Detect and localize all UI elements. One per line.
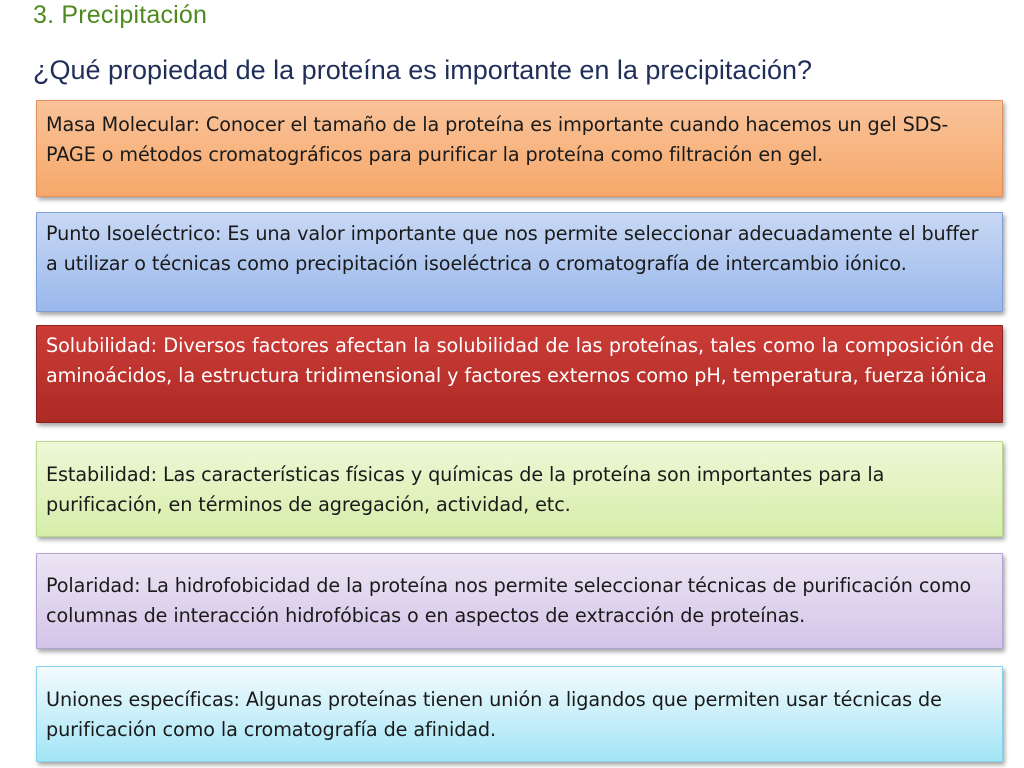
specific-binding-box: Uniones específicas: Algunas proteínas tienen unión a ligandos que permiten usar técnicas de purificación como la cromatografía de afinidad. [36, 666, 1003, 762]
isoelectric-point-box: Punto Isoeléctrico: Es una valor importante que nos permite seleccionar adecuadamente el buffer a utilizar o técnicas como precipitación isoeléctrica o cromatografía de intercambio iónico. [36, 212, 1003, 312]
solubility-box: Solubilidad: Diversos factores afectan la solubilidad de las proteínas, tales como la composición de aminoácidos, la estructura tridimensional y factores externos como pH, temperatura, fuerza iónica [36, 325, 1003, 423]
polarity-box: Polaridad: La hidrofobicidad de la proteína nos permite seleccionar técnicas de purificación como columnas de interacción hidrofóbicas o en aspectos de extracción de proteínas. [36, 553, 1003, 649]
molecular-mass-box: Masa Molecular: Conocer el tamaño de la proteína es importante cuando hacemos un gel SDS-PAGE o métodos cromatográficos para purificar la proteína como filtración en gel. [36, 100, 1003, 197]
stability-box: Estabilidad: Las características físicas y químicas de la proteína son importantes para la purificación, en términos de agregación, actividad, etc. [36, 441, 1003, 537]
section-title: 3. Precipitación [33, 1, 208, 29]
slide-question: ¿Qué propiedad de la proteína es importante en la precipitación? [33, 55, 812, 85]
